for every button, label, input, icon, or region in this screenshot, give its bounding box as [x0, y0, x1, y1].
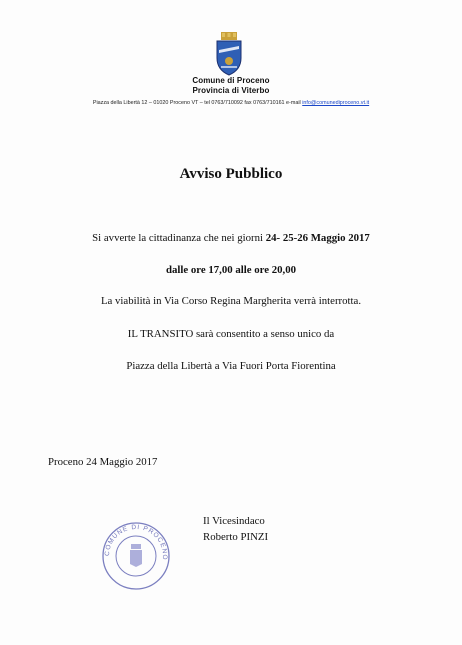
stamp-text: COMUNE DI PROCENO — [103, 523, 169, 561]
signatory-name: Roberto PINZI — [203, 531, 269, 543]
official-stamp-icon — [100, 520, 172, 592]
comune-name: Comune di Proceno — [192, 76, 270, 85]
provincia-name: Provincia di Viterbo — [192, 86, 270, 95]
contact-text: Piazza della Libertà 12 – 01020 Proceno VT – tel 0763/710092 fax 0763/710161 e-mail — [92, 100, 301, 106]
notice-title: Avviso Pubblico — [179, 166, 283, 182]
place-date: Proceno 24 Maggio 2017 — [48, 456, 158, 468]
notice-dates: 24- 25-26 Maggio 2017 — [265, 232, 370, 244]
notice-line-1-text: Si avverte la cittadinanza che nei giorni — [92, 232, 266, 244]
contact-line — [0, 100, 462, 106]
signatory-role: Il Vicesindaco — [203, 515, 265, 527]
notice-line-5: Piazza della Libertà a Via Fuori Porta Fiorentina — [126, 360, 336, 372]
notice-hours: dalle ore 17,00 alle ore 20,00 — [165, 264, 297, 276]
email-link[interactable]: info@comunediproceno.vt.it — [302, 100, 370, 106]
coat-of-arms-icon — [211, 32, 247, 76]
notice-line-3: La viabilità in Via Corso Regina Margherita verrà interrotta. — [100, 295, 362, 307]
notice-line-4: IL TRANSITO sarà consentito a senso unico da — [127, 328, 335, 340]
notice-line-1 — [0, 232, 462, 244]
